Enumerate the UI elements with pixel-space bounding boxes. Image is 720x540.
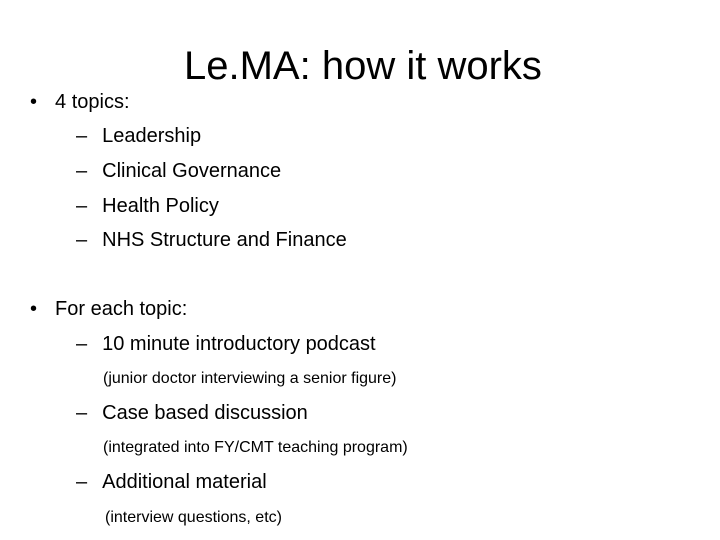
bullet-topics bbox=[30, 90, 130, 114]
list-item-label: Additional material bbox=[102, 471, 267, 493]
dash-marker: – bbox=[76, 125, 88, 147]
bullet-topics-label: 4 topics: bbox=[55, 91, 130, 113]
list-item-label: NHS Structure and Finance bbox=[102, 229, 347, 251]
list-item-label: Clinical Governance bbox=[102, 160, 282, 182]
list-item-label: 10 minute introductory podcast bbox=[102, 333, 376, 355]
bullet-marker: • bbox=[30, 91, 38, 113]
list-item-label: Health Policy bbox=[102, 195, 219, 217]
dash-marker: – bbox=[76, 471, 88, 493]
slide-title: Le.MA: how it works bbox=[184, 44, 542, 88]
list-item bbox=[76, 470, 267, 494]
list-item-note: (interview questions, etc) bbox=[105, 509, 282, 526]
list-item bbox=[76, 228, 347, 252]
dash-marker: – bbox=[76, 195, 88, 217]
list-item bbox=[76, 332, 376, 356]
dash-marker: – bbox=[76, 160, 88, 182]
list-item-label: Case based discussion bbox=[102, 402, 308, 424]
list-item-label: Leadership bbox=[102, 125, 202, 147]
bullet-each-topic-label: For each topic: bbox=[55, 298, 188, 320]
list-item bbox=[76, 401, 308, 425]
bullet-each-topic bbox=[30, 297, 187, 321]
list-item bbox=[76, 124, 201, 148]
dash-marker: – bbox=[76, 402, 88, 424]
bullet-marker: • bbox=[30, 298, 38, 320]
list-item bbox=[76, 194, 219, 218]
list-item-note: (integrated into FY/CMT teaching program) bbox=[103, 439, 408, 456]
dash-marker: – bbox=[76, 333, 88, 355]
dash-marker: – bbox=[76, 229, 88, 251]
list-item-note: (junior doctor interviewing a senior figure) bbox=[103, 370, 397, 387]
list-item bbox=[76, 159, 281, 183]
